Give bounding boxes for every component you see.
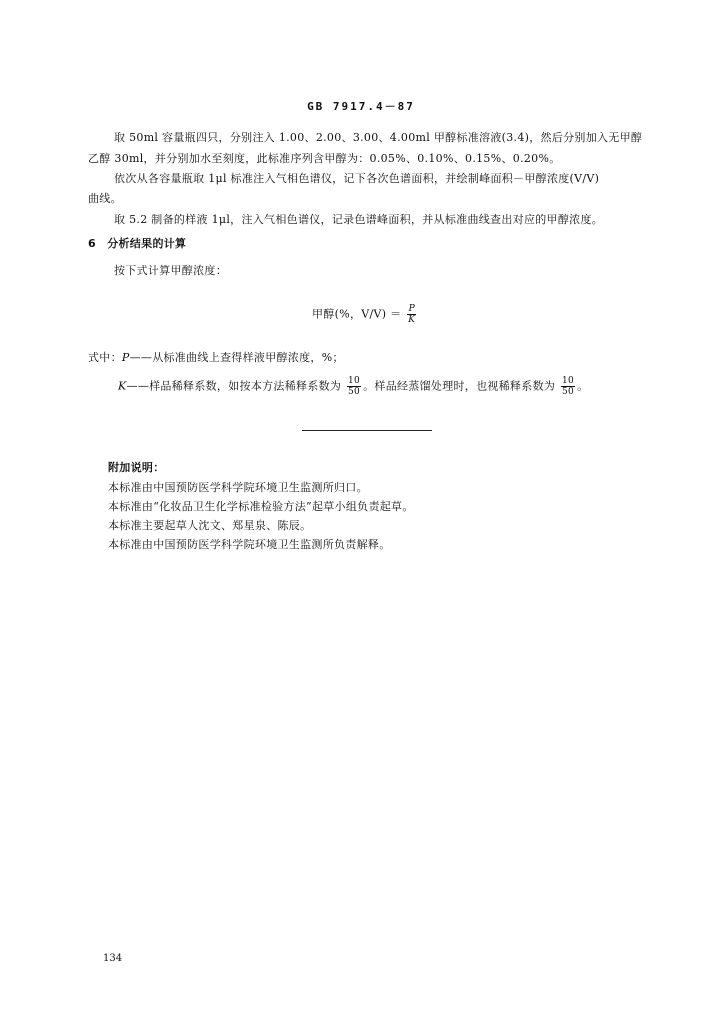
dilution-numerator-1: 10 (348, 376, 361, 386)
where-k-text-2: 。样品经蒸馏处理时，也视稀释系数为 (363, 379, 556, 393)
paragraph-2-line-2: 曲线。 (88, 192, 122, 205)
where-k-symbol: K (118, 379, 127, 393)
where-prefix: 式中： (88, 351, 122, 364)
formula-fraction (407, 304, 416, 325)
formula-denominator: K (408, 315, 416, 325)
where-p-symbol: P (121, 351, 130, 364)
notes-title: 附加说明： (108, 461, 165, 474)
where-p-text: ——从标准曲线上查得样液甲醇浓度，%； (129, 351, 344, 364)
where-k-end: 。 (577, 379, 589, 393)
paragraph-3-line-1: 取 5.2 制备的样液 1μl，注入气相色谱仪，记录色谱峰面积，并从标准曲线查出对应的甲醇浓度。 (114, 213, 604, 226)
dilution-fraction-2 (561, 376, 575, 397)
where-k-line (118, 376, 588, 397)
dilution-denominator-1: 50 (348, 387, 361, 397)
formula-numerator: P (408, 304, 415, 314)
where-k-text-1: ——样品稀释系数，如按本方法稀释系数为 (126, 379, 342, 393)
standard-code-header: GB 7917.4－87 (307, 100, 415, 113)
paragraph-2-line-1: 依次从各容量瓶取 1μl 标准注入气相色谱仪，记下各次色谱面积，并绘制峰面积－甲醇浓度(V/V) (114, 172, 600, 185)
dilution-denominator-2: 50 (562, 387, 575, 397)
where-p-line (88, 351, 344, 365)
paragraph-1-line-2: 乙醇 30ml，并分别加水至刻度，此标准序列含甲醇为：0.05%、0.10%、0.15%、0.20%。 (88, 152, 561, 165)
dilution-numerator-2: 10 (562, 376, 575, 386)
notes-line-4: 本标准由中国预防医学科学院环境卫生监测所负责解释。 (108, 538, 391, 551)
section-divider (302, 430, 432, 431)
notes-line-2: 本标准由“化妆品卫生化学标准检验方法”起草小组负责起草。 (108, 500, 414, 513)
dilution-fraction-1 (347, 376, 361, 397)
section-6-heading: 6 分析结果的计算 (88, 237, 187, 250)
formula (312, 304, 418, 325)
page-number: 134 (103, 953, 123, 964)
notes-line-1: 本标准由中国预防医学科学院环境卫生监测所归口。 (108, 481, 368, 494)
formula-lhs: 甲醇(%，V/V) ＝ (312, 307, 402, 321)
paragraph-1-line-1: 取 50ml 容量瓶四只，分别注入 1.00、2.00、3.00、4.00ml 甲醇标准溶液(3.4)，然后分别加入无甲醇 (114, 131, 643, 144)
notes-line-3: 本标准主要起草人沈文、郑星泉、陈辰。 (108, 519, 312, 532)
section-6-intro: 按下式计算甲醇浓度： (114, 264, 227, 277)
